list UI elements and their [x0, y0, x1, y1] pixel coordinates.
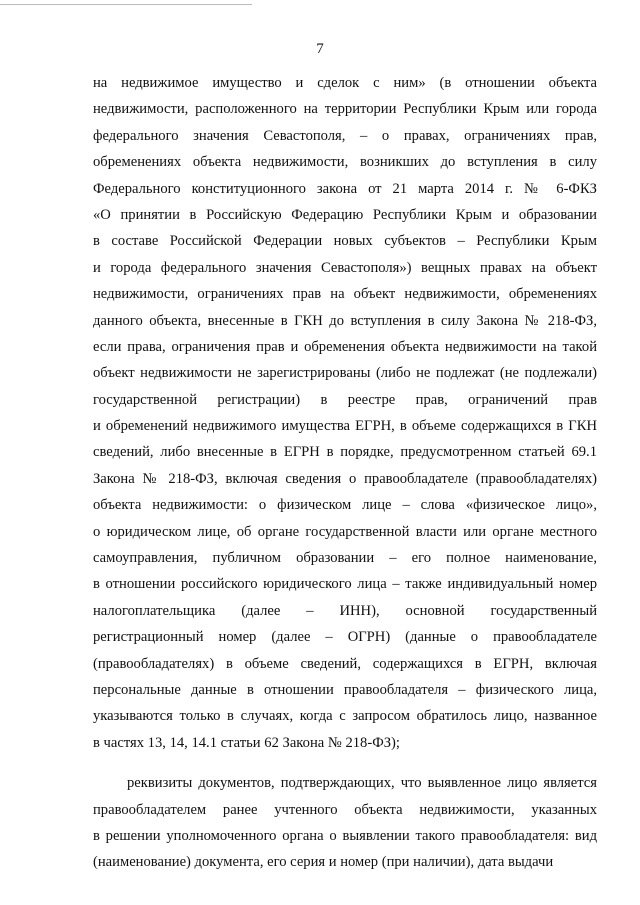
text-line: указываются только в случаях, когда с запросом обратилось лицо, названное: [93, 708, 597, 725]
top-rule: [0, 4, 252, 5]
text-line: персональные данные в отношении правообладателя – физического лица,: [93, 681, 597, 698]
text-line: в составе Российской Федерации новых субъектов – Республики Крым: [93, 233, 597, 250]
paragraph-gap: [93, 756, 597, 770]
paragraph-1: [93, 70, 597, 756]
text-line: (правообладателях) в объеме сведений, содержащихся в ЕГРН, включая: [93, 655, 597, 672]
text-line: данного объекта, внесенные в ГКН до вступления в силу Закона № 218-ФЗ,: [93, 312, 597, 329]
text-line: о юридическом лице, об органе государственной власти или органе местного: [93, 523, 597, 540]
text-line: и обременений недвижимого имущества ЕГРН, в объеме содержащихся в ГКН: [93, 418, 597, 435]
text-line: в частях 13, 14, 14.1 статьи 62 Закона № 218-ФЗ);: [93, 734, 400, 751]
text-line: Федерального конституционного закона от 21 марта 2014 г. № 6-ФКЗ: [93, 180, 597, 197]
text-line: Закона № 218-ФЗ, включая сведения о правообладателе (правообладателях): [93, 470, 597, 487]
text-line: государственной регистрации) в реестре прав, ограничений прав: [93, 391, 597, 408]
text-line: и города федерального значения Севастополя») вещных правах на объект: [93, 259, 597, 276]
text-line: если права, ограничения прав и обременения объекта недвижимости на такой: [93, 338, 597, 355]
text-line: сведений, либо внесенные в ЕГРН в порядке, предусмотренном статьей 69.1: [93, 444, 597, 461]
text-line: на недвижимое имущество и сделок с ним» (в отношении объекта: [93, 75, 597, 91]
paragraph-2: [93, 770, 597, 876]
text-line: недвижимости, расположенного на территории Республики Крым или города: [93, 101, 597, 118]
text-line: «О принятии в Российскую Федерацию Республики Крым и образовании: [93, 206, 597, 223]
text-line: (наименование) документа, его серия и номер (при наличии), дата выдачи: [93, 854, 554, 871]
text-line: недвижимости, ограничениях прав на объект недвижимости, обременениях: [93, 286, 597, 303]
text-line: объекта недвижимости: о физическом лице – слова «физическое лицо»,: [93, 497, 597, 514]
text-line: обременениях объекта недвижимости, возникших до вступления в силу: [93, 154, 597, 171]
text-line: правообладателем ранее учтенного объекта недвижимости, указанных: [93, 801, 597, 818]
text-line: самоуправления, публичном образовании – его полное наименование,: [93, 550, 597, 567]
text-line: федерального значения Севастополя, – о правах, ограничениях прав,: [93, 127, 597, 144]
text-line: реквизиты документов, подтверждающих, что выявленное лицо является: [127, 775, 597, 792]
page-number: 7: [316, 41, 324, 57]
text-line: объект недвижимости не зарегистрированы (либо не подлежат (не подлежали): [93, 365, 597, 382]
text-line: налогоплательщика (далее – ИНН), основной государственный: [93, 602, 597, 619]
text-line: в решении уполномоченного органа о выявлении такого правообладателя: вид: [93, 827, 597, 844]
text-line: регистрационный номер (далее – ОГРН) (данные о правообладателе: [93, 629, 597, 646]
text-line: в отношении российского юридического лица – также индивидуальный номер: [93, 576, 597, 593]
body-text: [93, 70, 597, 876]
